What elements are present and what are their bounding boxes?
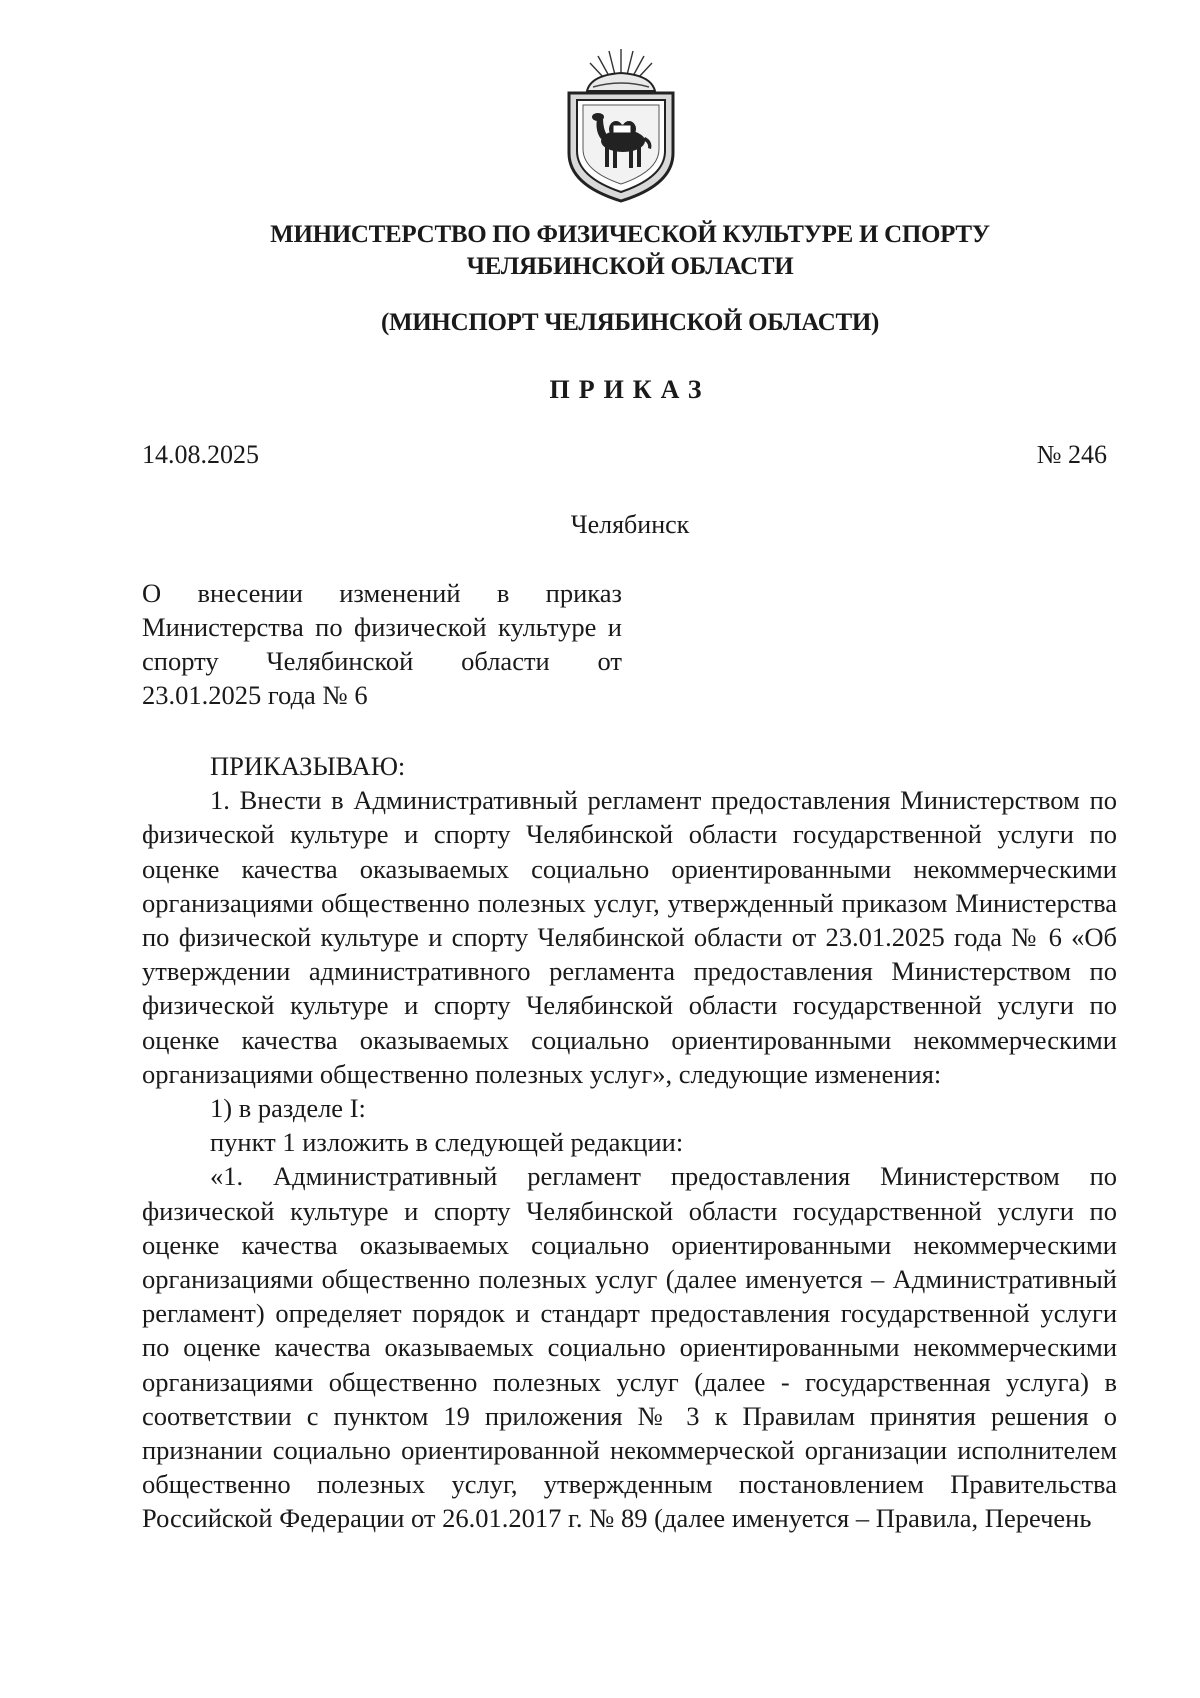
order-number: № 246 (1036, 440, 1107, 469)
coat-of-arms-emblem (561, 45, 681, 205)
city-name: Челябинск (570, 510, 690, 539)
ministry-short-name: (МИНСПОРТ ЧЕЛЯБИНСКОЙ ОБЛАСТИ) (380, 309, 880, 336)
body-paragraph-3: пункт 1 изложить в следующей редакции: (210, 1127, 684, 1158)
order-subject: О внесении изменений в приказ Министерства по физической культуре и спорту Челябинской области от 23.01.2025 года № 6 (142, 578, 622, 710)
order-directive: ПРИКАЗЫВАЮ: (210, 751, 406, 781)
body-paragraph-4: «1. Административный регламент предоставления Министерством по физической культуре и спорту Челябинской области государственной услуги по оценке качества оказываемых социально ориентированными некоммерческими организациями общественно полезных услуг (далее именуется – Административный регламент) определяет порядок и стандарт предоставления государственной услуги по оценке качества оказываемых социально ориентированными некоммерческими организациями общественно полезных услуг (далее - государственная услуга) в соответствии с пунктом 19 приложения № 3 к Правилам принятия решения о признании социально ориентированной некоммерческой организации исполнителем общественно полезных услуг, утвержденным постановлением Правительства Российской Федерации от 26.01.2017 г. № 89 (далее именуется – Правила, Перечень (142, 1161, 1117, 1534)
order-body (142, 749, 1117, 1536)
order-date: 14.08.2025 (142, 440, 259, 469)
ministry-name (150, 219, 1110, 283)
body-paragraph-2: 1) в разделе I: (210, 1093, 366, 1124)
ministry-name-line-1: МИНИСТЕРСТВО ПО ФИЗИЧЕСКОЙ КУЛЬТУРЕ И СПОРТУ (270, 221, 990, 248)
document-type-title: ПРИКАЗ (549, 375, 711, 404)
ministry-name-line-2: ЧЕЛЯБИНСКОЙ ОБЛАСТИ (466, 253, 794, 280)
body-paragraph-1: 1. Внести в Административный регламент предоставления Министерством по физической культуре и спорту Челябинской области государственной услуги по оценке качества оказываемых социально ориентированными некоммерческими организациями общественно полезных услуг, утвержденный приказом Министерства по физической культуре и спорту Челябинской области от 23.01.2025 года № 6 «Об утверждении административного регламента предоставления Министерством по физической культуре и спорту Челябинской области государственной услуги по оценке качества оказываемых социально ориентированными некоммерческими организациями общественно полезных услуг», следующие изменения: (142, 785, 1117, 1089)
camel-shield-icon (561, 45, 681, 205)
